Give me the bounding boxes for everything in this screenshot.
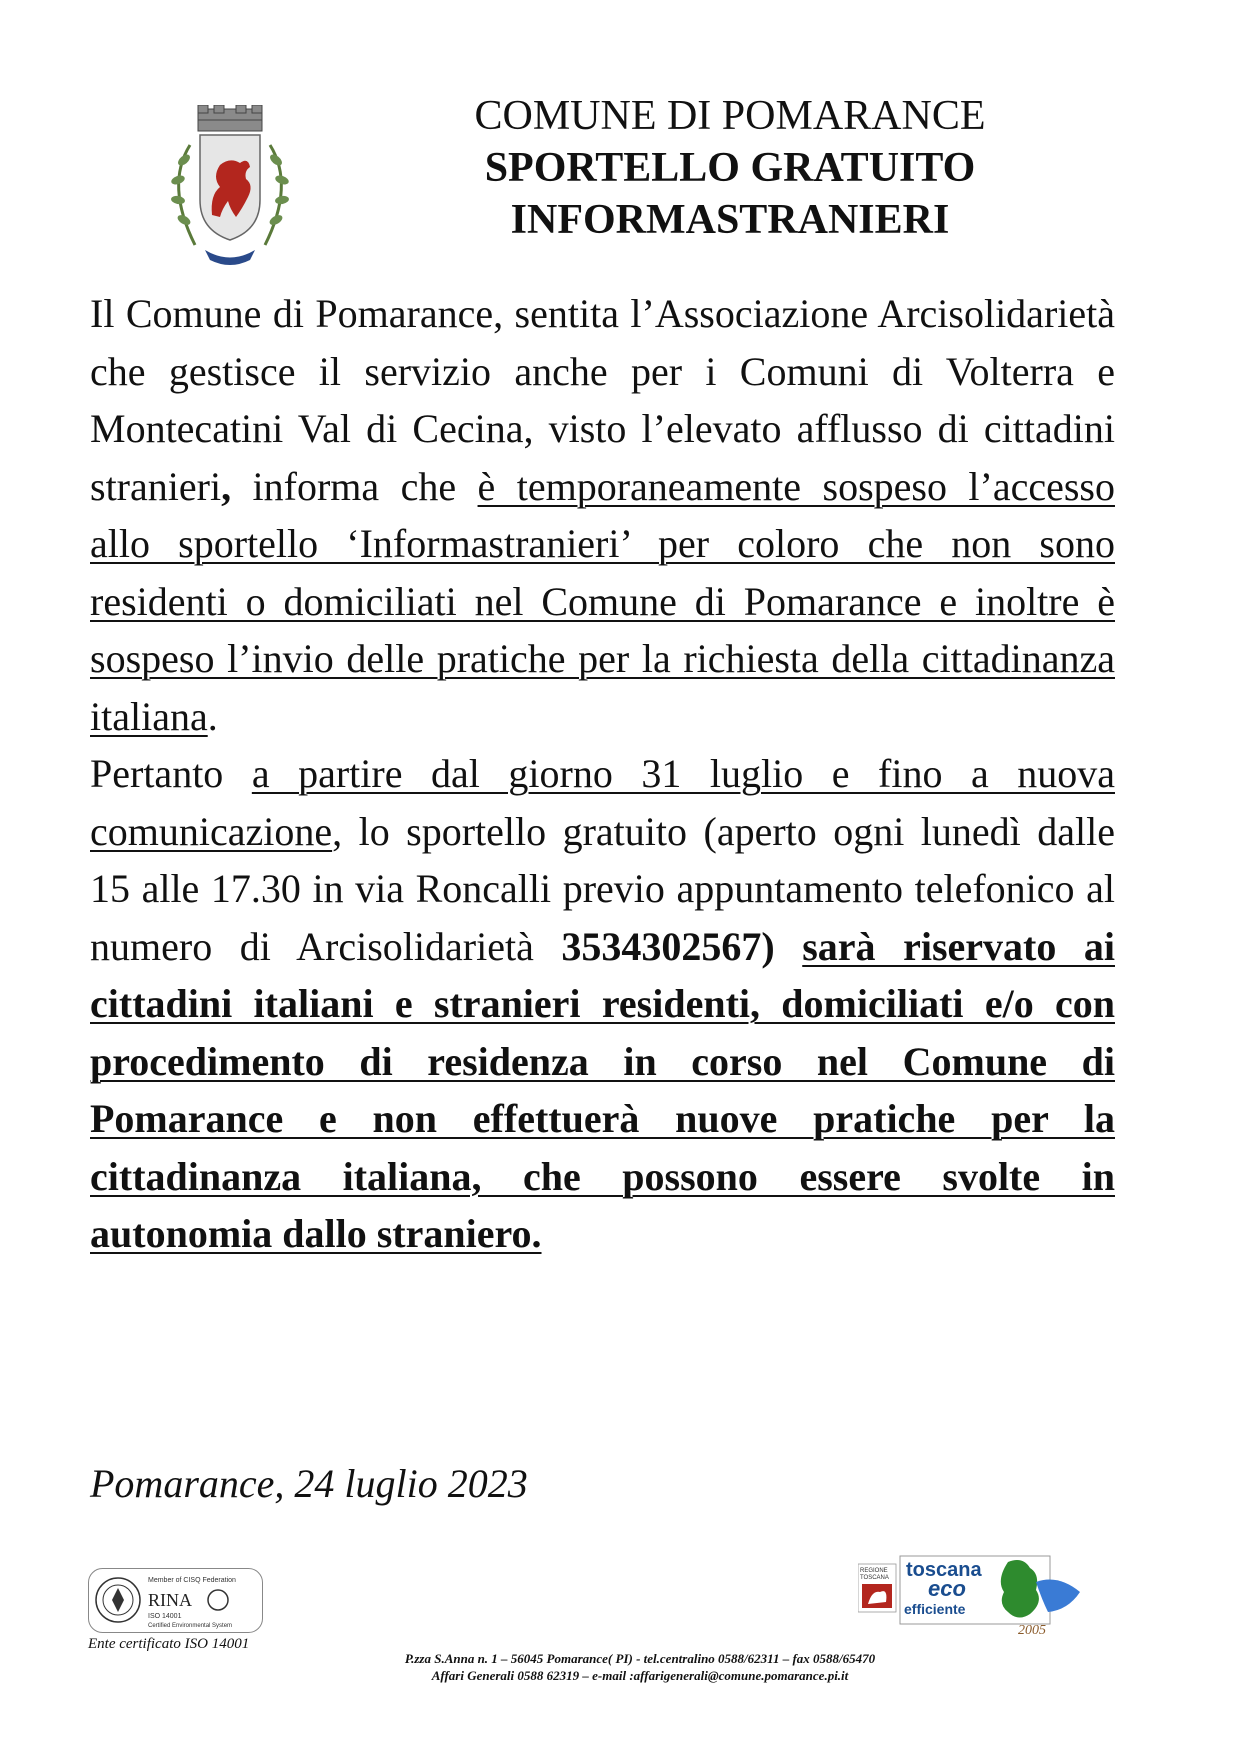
p2-pertanto: Pertanto (90, 751, 252, 796)
p1-sospensione: è temporaneamente sospeso l’accesso allo sportello ‘Informastranieri’ per coloro che non sono residenti o domiciliati nel Comune di Pomarance e inoltre è sospeso l’invio delle pratiche per la richiesta della cittadinanza italiana (90, 463, 1115, 739)
p2-phone-number: 3534302567) (561, 923, 775, 969)
region-line1: REGIONE (860, 1568, 888, 1574)
eco-year: 2005 (1018, 1623, 1046, 1637)
p2-sportello: , lo sportello gratuito (aperto ogni lunedì dalle 15 alle 17.30 in via Roncalli previo appuntamento telefonico al numero di Arcisolidarietà (90, 808, 1115, 969)
header-informastranieri: INFORMASTRANIERI (510, 197, 950, 243)
eco-word-efficiente: efficiente (904, 1601, 966, 1617)
rina-member-text: Member of CISQ Federation (148, 1577, 236, 1584)
document-header (360, 90, 1100, 246)
comune-crest-icon (150, 105, 310, 275)
eco-word-toscana: toscana (906, 1559, 982, 1581)
p1-end: . (207, 693, 218, 739)
p2-riservato: sarà riservato ai cittadini italiani e stranieri residenti, domiciliati e/o con procedimento di residenza in corso nel Comune di Pomarance e non effettuerà nuove pratiche per la cittadinanza italiana, che possono essere svolte in autonomia dallo straniero. (90, 923, 1115, 1256)
header-comune: COMUNE DI POMARANCE (474, 93, 986, 139)
toscana-eco-efficiente-logo (858, 1552, 1098, 1637)
footer-contacts: Affari Generali 0588 62319 – e-mail :affarigenerali@comune.pomarance.pi.it (431, 1668, 849, 1683)
notice-paragraph-1 (90, 285, 1115, 745)
region-line2: TOSCANA (860, 1575, 889, 1581)
rina-certification-logo (88, 1568, 263, 1633)
p1-comma: , (221, 463, 232, 509)
rina-brand-text: RINA (148, 1590, 192, 1610)
rina-iso-text: ISO 14001 (148, 1613, 182, 1620)
certification-caption: Ente certificato ISO 14001 (88, 1636, 250, 1652)
rina-system-text: Certified Environmental System (148, 1623, 233, 1629)
header-sportello: SPORTELLO GRATUITO (484, 145, 976, 191)
p2-periodo: a partire dal giorno 31 luglio e fino a nuova comunicazione (90, 751, 1115, 854)
footer-address: P.zza S.Anna n. 1 – 56045 Pomarance( PI) - tel.centralino 0588/62311 – fax 0588/65470 (404, 1651, 876, 1666)
p1-informa: informa che (231, 463, 478, 509)
notice-date: Pomarance, 24 luglio 2023 (90, 1461, 528, 1506)
notice-paragraph-2 (90, 745, 1115, 1263)
notice-body (90, 285, 1115, 1263)
eco-word-eco: eco (928, 1576, 966, 1601)
p1-intro: Il Comune di Pomarance, sentita l’Associazione Arcisolidarietà che gestisce il servizio anche per i Comuni di Volterra e Montecatini Val di Cecina, visto l’elevato afflusso di cittadini stranieri (90, 291, 1115, 509)
document-footer (340, 1650, 940, 1684)
